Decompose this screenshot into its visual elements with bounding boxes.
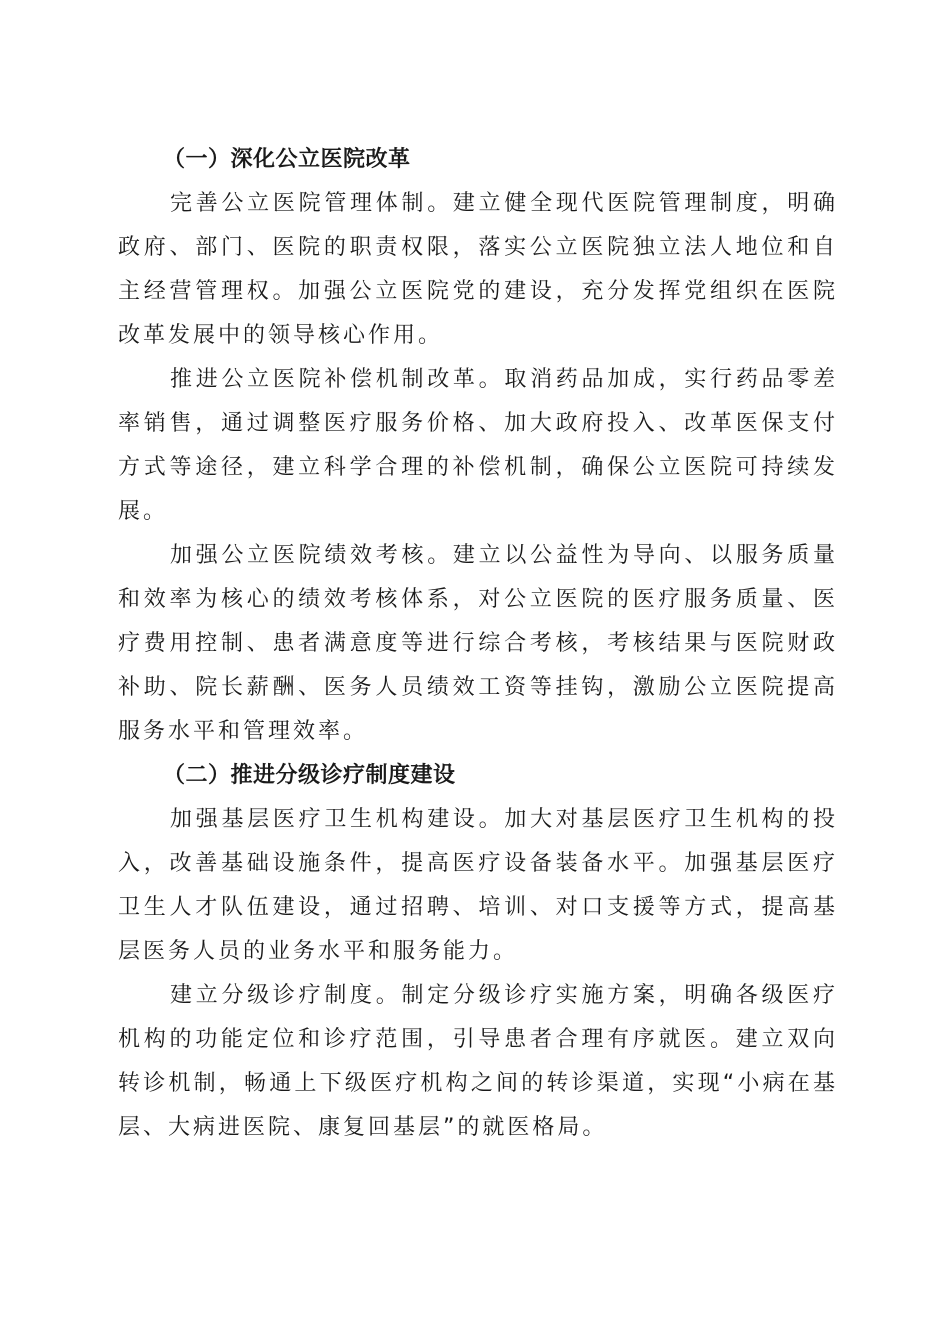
- section-heading-1: （一）深化公立医院改革: [163, 147, 411, 172]
- paragraph-performance-assessment: 加强公立医院绩效考核。建立以公益性为导向、以服务质量和效率为核心的绩效考核体系，对公立医院的医疗服务质量、医疗费用控制、患者满意度等进行综合考核，考核结果与医院财政补助、院长薪酬、医务人员绩效工资等挂钩，激励公立医院提高服务水平和管理效率。: [118, 543, 838, 744]
- document-body: [118, 138, 838, 1150]
- paragraph-compensation-reform: 推进公立医院补偿机制改革。取消药品加成，实行药品零差率销售，通过调整医疗服务价格、加大政府投入、改革医保支付方式等途径，建立科学合理的补偿机制，确保公立医院可持续发展。: [118, 367, 838, 524]
- paragraph-primary-care-construction: 加强基层医疗卫生机构建设。加大对基层医疗卫生机构的投入，改善基础设施条件，提高医疗设备装备水平。加强基层医疗卫生人才队伍建设，通过招聘、培训、对口支援等方式，提高基层医务人员的业务水平和服务能力。: [118, 807, 838, 964]
- paragraph-tiered-diagnosis-system: 建立分级诊疗制度。制定分级诊疗实施方案，明确各级医疗机构的功能定位和诊疗范围，引导患者合理有序就医。建立双向转诊机制，畅通上下级医疗机构之间的转诊渠道，实现“小病在基层、大病进医院、康复回基层”的就医格局。: [118, 983, 838, 1140]
- section-heading-2: （二）推进分级诊疗制度建设: [163, 763, 456, 788]
- paragraph-management-system: 完善公立医院管理体制。建立健全现代医院管理制度，明确政府、部门、医院的职责权限，落实公立医院独立法人地位和自主经营管理权。加强公立医院党的建设，充分发挥党组织在医院改革发展中的领导核心作用。: [118, 191, 838, 348]
